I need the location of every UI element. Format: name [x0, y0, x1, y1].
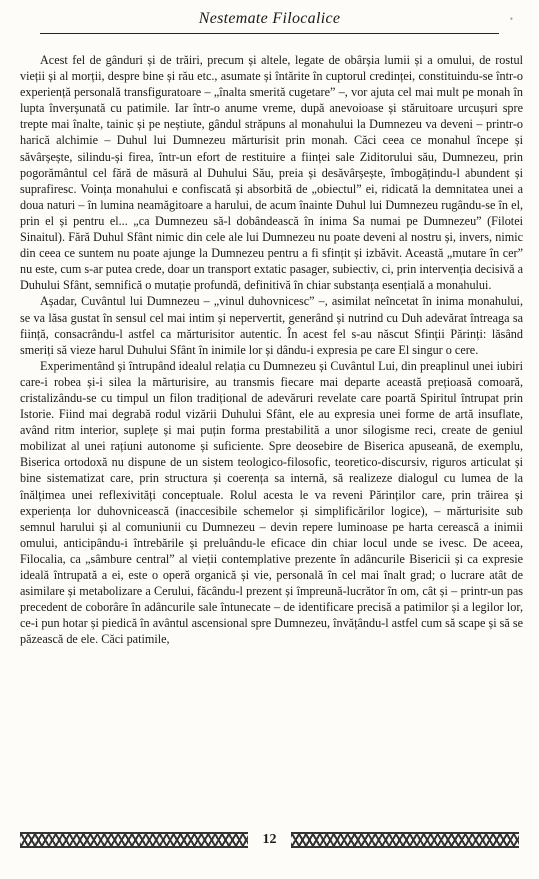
running-title: Nestemate Filocalice — [198, 10, 341, 27]
paragraph-1: Acest fel de gânduri și de trăiri, precum și altele, legate de obârșia lumii și a omului, de rostul vieții și al morții, despre bine și rău etc., asumate și întărite în cuptorul credinței, constituindu-se într-o experiență personală transfiguratoare – „înalta smerită cugetare” –, vor ajuta cel mai mult pe monah în lupta înverșunată cu patimile. Iar într-o anume vreme, după anevoioase și stăruitoare urcușuri spre trepte mai înalte, tainic și pe neștiute, gândul străpuns al monahului la Dumnezeu va deveni – printr-o harică alchimie – Duhul lui Dumnezeu mărturisit prin monah. Căci ceea ce monahul începe și săvârșește, silindu-și firea, într-un efort de restituire a ființei sale Ziditorului său, Dumnezeu, prin pogorământul cel fără de măsură al Duhului Său, preia și desăvârșește, îmbogățindu-l abundent și suprafiresc. Voința monahului e confiscată și absorbită de „obiectul” ei, ridicată la demnitatea unei a doua naturi – în lumina neamăgitoare a harului, de acum înainte Duhul lui Dumnezeu rugându-se în el, prin el și pentru el... „ca Dumnezeu să-l dobândească în inima Sa numai pe Dumnezeu” (Filotei Sinaitul). Fără Duhul Sfânt nimic din cele ale lui Dumnezeu nu poate deveni al nostru și, invers, nimic din ceea ce suntem nu poate ajunge la Dumnezeu pentru a fi sfințit și izbăvit. Această „mutare în cer” nu este, cum s-ar putea crede, doar un transport extatic pasager, subiectiv, ci, prin intervenția decisivă a Duhului Sfânt, semnifică o mutație profundă, definitivă în chiar substanța esențială a monahului. — [20, 53, 523, 293]
header-rule — [40, 33, 499, 34]
left-ornament — [20, 832, 248, 848]
paragraph-2: Așadar, Cuvântul lui Dumnezeu – „vinul duhovnicesc” –, asimilat neîncetat în inima monahului, se va lăsa gustat în sensul cel mai intim și nepervertit, generând și nutrind cu Duh adevărat întreaga sa ființă, consacrându-l astfel ca mărturisitor autentic. În acest fel s-au născut Sfinții Părinți: lăsând smeriți să vieze harul Duhului Sfânt în inimile lor și dându-i expresia pe care El singur o cere. — [20, 294, 523, 357]
corner-mark: • — [509, 14, 513, 24]
page-footer — [20, 829, 519, 851]
body-text — [20, 52, 523, 647]
right-ornament — [291, 832, 519, 848]
paragraph-3: Experimentând și întrupând idealul relația cu Dumnezeu și Cuvântul Lui, din preaplinul unei iubiri care-i robea și-i silea la mărturisire, au transmis fiecare mai departe această prețioasă comoară, cristalizându-se cu timpul un filon tradițional de adevăruri revelate care poartă Spiritul întrupat prin Istorie. Fiind mai degrabă rodul vizării Duhului Sfânt, ele au expresia unei forme de artă insuflate, având ritm interior, suplețe și mai puțin forma prestabilită a unor silogisme reci, create de geniul mobilizat al unei rațiuni autonome și suficiente. Spre deosebire de Biserica apuseană, de exemplu, Biserica ortodoxă nu dispune de un sistem teologico-filosofic, teoretico-discursiv, riguros articulat și bine sistematizat care, prin structura și coerența sa internă, să realizeze dialogul cu lumea de la înălțimea unei reflexivități conceptuale. Rolul acesta le va reveni Părinților care, prin trăirea și experiența lor duhovnicească (inaccesibile schemelor și simplificărilor logice), – mărturisite sub semnul harului și al comuniunii cu Dumnezeu – devin repere luminoase pe harta cerească a inimii omului, anticipându-i întrebările și preluându-le eficace din chiar locul unde se ivesc. De aceea, Filocalia, ca „sâmbure central” al vieții contemplative prezente în adâncurile Bisericii și ca expresie ideală întrupată a ei, este o operă organică și vie, personală în cel mai înalt grad; o lucrare atât de asimilare și metabolizare a Cerului, făcându-l prezent și împreună-lucrător în om, cât și – printr-un pas precedent de coborâre în adâncurile sale întunecate – de identificare precisă a patimilor și a legilor lor, ce-i pun hotar și piedică în avântul ascensional spre Dumnezeu, învățându-l astfel cum să scape și să se păzească de ele. Căci patimile, — [20, 358, 523, 647]
page-number: 12 — [262, 832, 277, 847]
running-header — [0, 10, 539, 28]
